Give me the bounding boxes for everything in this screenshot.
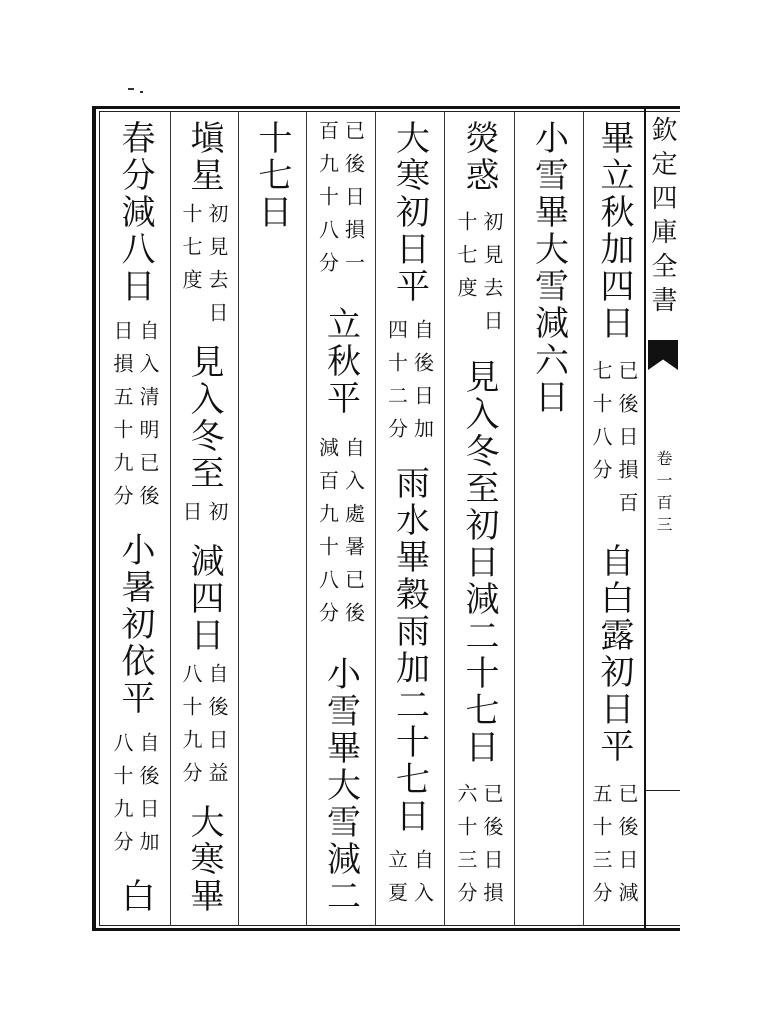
text-column-8 <box>100 120 170 915</box>
annotation-right-line: 自後日益 <box>205 663 229 795</box>
double-line-annotation <box>315 120 366 285</box>
annotation-right-line: 自入清明已後 <box>136 319 160 518</box>
annotation-right-line: 自後日加 <box>136 731 160 864</box>
annotation-left-line: 五十三分 <box>589 783 613 915</box>
annotation-right-line: 初見去日 <box>205 203 229 335</box>
double-line-annotation <box>456 783 502 915</box>
double-line-annotation <box>181 663 227 795</box>
main-text: 熒惑 <box>459 120 499 194</box>
main-text: 立秋平 <box>320 305 361 417</box>
ink-speck <box>140 91 143 93</box>
volume-label: 卷一百三 <box>654 450 673 538</box>
main-text: 見入冬至初日減二十七日 <box>459 359 499 767</box>
text-column-3 <box>444 120 514 915</box>
annotation-left-line: 八十九分 <box>179 663 203 795</box>
annotation-right-line: 已後日減 <box>615 783 639 915</box>
main-text: 大寒畢 <box>184 804 224 915</box>
double-line-annotation <box>181 501 227 534</box>
double-line-annotation <box>112 732 158 864</box>
main-text: 春分減八日 <box>115 120 155 305</box>
annotation-left-line: 十七度 <box>179 203 203 302</box>
double-line-annotation <box>384 319 435 451</box>
main-text: 見入冬至 <box>184 344 224 492</box>
main-text: 畢立秋加四日 <box>594 120 634 342</box>
strip-rule <box>646 790 680 791</box>
main-text: 小暑初依平 <box>115 532 155 717</box>
annotation-left-line: 四十二分 <box>384 319 409 451</box>
main-text: 小雪畢大雪減二 <box>320 655 361 915</box>
main-text: 塡星 <box>184 120 224 194</box>
annotation-right-line: 自入 <box>410 849 435 915</box>
annotation-left-line: 七十八分 <box>589 360 613 492</box>
main-text: 白 <box>115 878 155 915</box>
annotation-right-line: 初 <box>205 501 229 534</box>
annotation-right-line: 自後日加 <box>410 319 435 451</box>
ink-speck <box>128 88 134 90</box>
annotation-left-line: 立夏 <box>384 849 409 915</box>
double-line-annotation <box>112 320 158 518</box>
main-text: 小雪畢大雪減六日 <box>528 120 569 416</box>
annotation-left-line: 六十三分 <box>454 782 478 915</box>
annotation-left-line: 百九十八分 <box>315 120 340 285</box>
text-column-2 <box>514 120 583 915</box>
main-text: 減四日 <box>184 543 224 654</box>
annotation-right-line: 初見去日 <box>480 210 504 343</box>
annotation-right-line: 已後日損百 <box>615 360 639 525</box>
book-title: 欽定四庫全書 <box>647 116 677 320</box>
main-text: 十七日 <box>252 120 292 231</box>
annotation-left-line: 減百九十八分 <box>315 437 340 636</box>
double-line-annotation <box>456 211 502 343</box>
main-text: 雨水畢穀雨加二十七日 <box>389 465 430 835</box>
annotation-left-line: 十七度 <box>454 210 478 310</box>
annotation-right-line: 自入處暑已後 <box>341 437 366 636</box>
text-column-6 <box>238 120 306 915</box>
main-text: 大寒初日平 <box>389 120 430 305</box>
annotation-right-line: 已後日損一 <box>341 120 366 285</box>
annotation-right-line: 已後日損 <box>480 782 504 915</box>
annotation-left-line: 日損五十九分 <box>110 319 134 518</box>
annotation-left-line: 日 <box>179 501 203 534</box>
text-column-7 <box>170 120 238 915</box>
double-line-annotation <box>591 783 637 915</box>
text-column-1 <box>583 120 645 915</box>
double-line-annotation <box>181 203 227 335</box>
double-line-annotation <box>591 360 637 525</box>
double-line-annotation <box>315 437 366 636</box>
double-line-annotation <box>384 849 435 915</box>
text-column-5 <box>306 120 375 915</box>
annotation-left-line: 八十九分 <box>110 731 134 864</box>
main-text: 自白露初日平 <box>594 543 634 765</box>
text-column-4 <box>375 120 444 915</box>
